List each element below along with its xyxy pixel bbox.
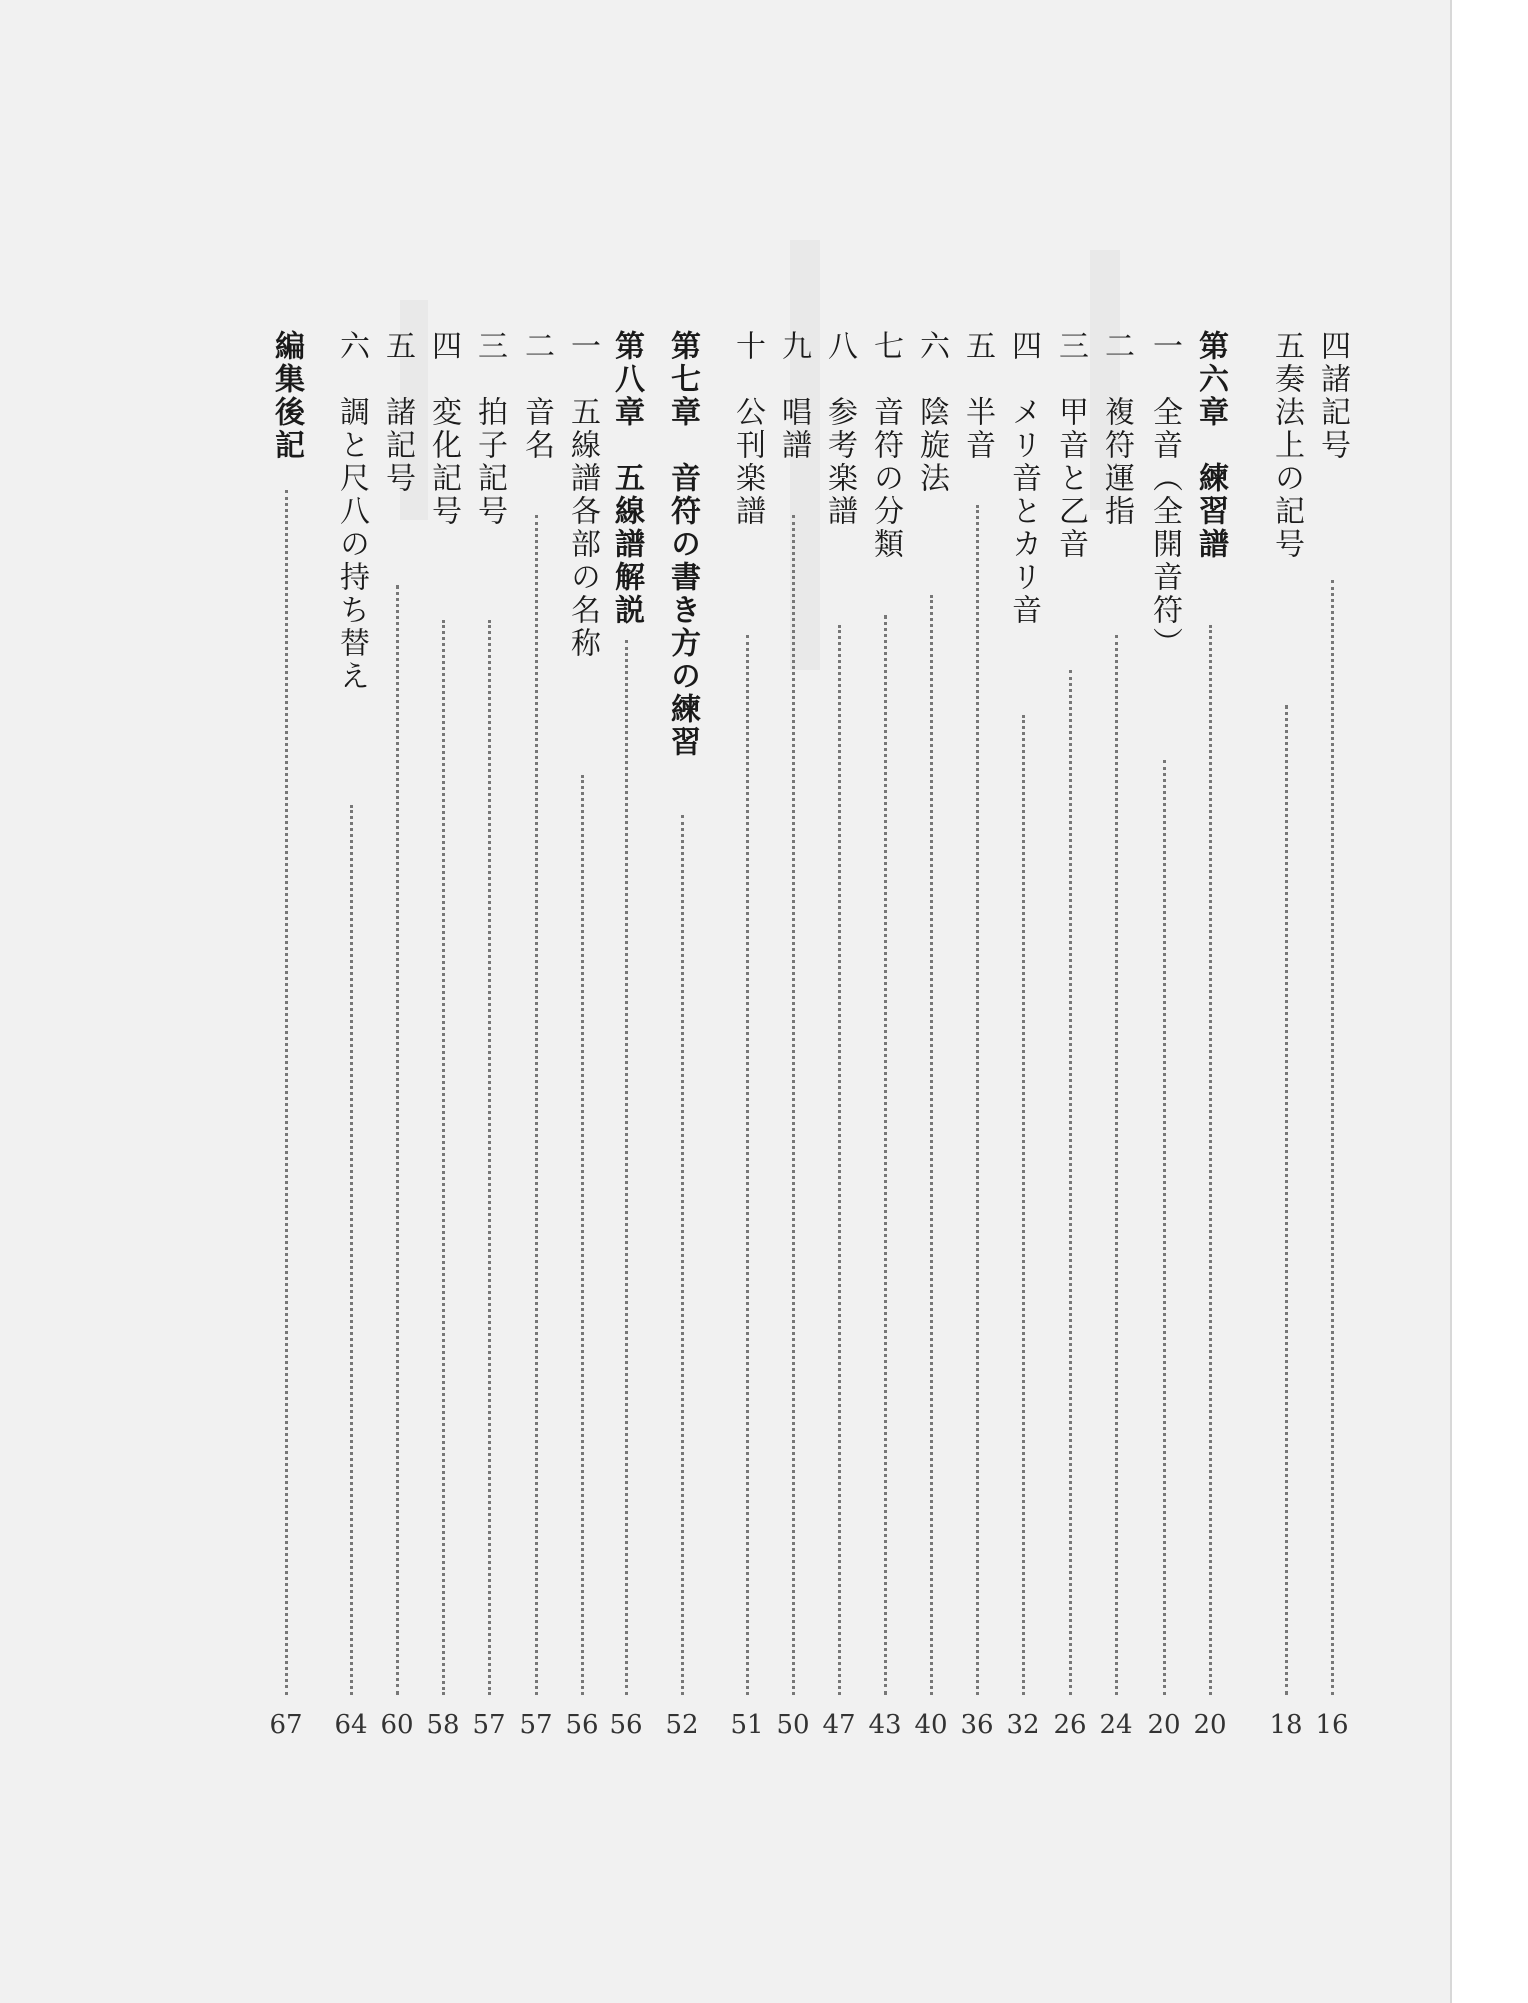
dot-leader (746, 635, 749, 1695)
page-number: 26 (1053, 1710, 1087, 1740)
toc-heading (1188, 330, 1232, 561)
toc-entry (467, 330, 511, 1750)
page-number: 36 (960, 1710, 994, 1740)
dot-leader (488, 620, 491, 1695)
entry-number: 四 (1315, 330, 1350, 363)
page-number: 64 (334, 1710, 368, 1740)
entry-number: 第八章 (609, 330, 644, 429)
page-number: 47 (822, 1710, 856, 1740)
entry-number: 八 (822, 330, 857, 363)
page-number: 18 (1269, 1710, 1303, 1740)
entry-number: 三 (1053, 330, 1088, 363)
toc-heading (1001, 330, 1045, 627)
toc-entry (817, 330, 861, 1750)
dot-leader (792, 515, 795, 1695)
page-number: 60 (380, 1710, 414, 1740)
toc-entry (514, 330, 558, 1750)
toc-entry (1142, 330, 1186, 1750)
entry-title: 全音（全開音符） (1147, 396, 1182, 660)
toc-entry (863, 330, 907, 1750)
dot-leader (1285, 705, 1288, 1695)
page-number: 57 (472, 1710, 506, 1740)
page-number: 52 (665, 1710, 699, 1740)
entry-number: 一 (565, 330, 600, 363)
toc-heading (329, 330, 373, 693)
dot-leader (884, 615, 887, 1695)
page-number: 24 (1099, 1710, 1133, 1740)
page-number: 56 (565, 1710, 599, 1740)
toc-heading (560, 330, 604, 660)
toc-entry (1048, 330, 1092, 1750)
dot-leader (930, 595, 933, 1695)
toc-heading (1264, 330, 1308, 561)
toc-entry (421, 330, 465, 1750)
entry-title: 諸記号 (380, 396, 415, 495)
toc-entry (1264, 330, 1308, 1750)
entry-title: 音符の書き方の練習 (665, 462, 700, 759)
toc-entry (1310, 330, 1354, 1750)
entry-title: 諸記号 (1315, 363, 1350, 462)
entry-number: 三 (472, 330, 507, 363)
dot-leader (1069, 670, 1072, 1695)
entry-number: 五 (1269, 330, 1304, 363)
toc-entry (955, 330, 999, 1750)
entry-number: 四 (426, 330, 461, 363)
toc-heading (421, 330, 465, 528)
dot-leader (1163, 760, 1166, 1695)
entry-number: 二 (519, 330, 554, 363)
toc-heading (1142, 330, 1186, 660)
page-number: 56 (609, 1710, 643, 1740)
toc-heading (1094, 330, 1138, 528)
entry-number: 五 (960, 330, 995, 363)
page-number: 32 (1006, 1710, 1040, 1740)
page-number: 16 (1315, 1710, 1349, 1740)
entry-number: 第七章 (665, 330, 700, 429)
toc-entry (1188, 330, 1232, 1750)
entry-title: 練習譜 (1193, 462, 1228, 561)
toc-heading (863, 330, 907, 561)
page-number: 51 (730, 1710, 764, 1740)
toc-entry (725, 330, 769, 1750)
entry-number: 五 (380, 330, 415, 363)
page-number: 67 (269, 1710, 303, 1740)
dot-leader (396, 585, 399, 1695)
page-number: 43 (868, 1710, 902, 1740)
page-number: 20 (1147, 1710, 1181, 1740)
page-number: 40 (914, 1710, 948, 1740)
entry-title: 甲音と乙音 (1053, 396, 1088, 561)
entry-number: 二 (1099, 330, 1134, 363)
entry-number: 四 (1006, 330, 1041, 363)
dot-leader (976, 505, 979, 1695)
entry-title: 音符の分類 (868, 396, 903, 561)
entry-title: 音名 (519, 396, 554, 462)
toc-entry (909, 330, 953, 1750)
toc-heading (1310, 330, 1354, 462)
entry-title: メリ音とカリ音 (1006, 396, 1041, 627)
entry-title: 複符運指 (1099, 396, 1134, 528)
toc-entry (329, 330, 373, 1750)
entry-title: 唱譜 (776, 396, 811, 462)
toc-entry (560, 330, 604, 1750)
dot-leader (625, 640, 628, 1695)
dot-leader (442, 620, 445, 1695)
toc-entry (660, 330, 704, 1750)
entry-title: 編集後記 (269, 330, 304, 462)
entry-number: 六 (334, 330, 369, 363)
toc-entry (1094, 330, 1138, 1750)
toc-entry (264, 330, 308, 1750)
toc-heading (264, 330, 308, 462)
entry-title: 調と尺八の持ち替え (334, 396, 369, 693)
toc-entry (771, 330, 815, 1750)
entry-title: 参考楽譜 (822, 396, 857, 528)
entry-number: 一 (1147, 330, 1182, 363)
entry-title: 五線譜解説 (609, 462, 644, 627)
dot-leader (1331, 580, 1334, 1695)
toc-heading (817, 330, 861, 528)
dot-leader (1022, 715, 1025, 1695)
dot-leader (350, 805, 353, 1695)
toc-heading (660, 330, 704, 759)
dot-leader (681, 815, 684, 1695)
entry-title: 陰旋法 (914, 396, 949, 495)
dot-leader (581, 775, 584, 1695)
dot-leader (535, 515, 538, 1695)
entry-number: 十 (730, 330, 765, 363)
toc-heading (725, 330, 769, 528)
entry-title: 奏法上の記号 (1269, 363, 1304, 561)
toc-heading (955, 330, 999, 462)
entry-title: 拍子記号 (472, 396, 507, 528)
entry-number: 六 (914, 330, 949, 363)
dot-leader (838, 625, 841, 1695)
entry-title: 変化記号 (426, 396, 461, 528)
toc-heading (771, 330, 815, 462)
entry-number: 第六章 (1193, 330, 1228, 429)
page-number: 20 (1193, 1710, 1227, 1740)
toc-heading (467, 330, 511, 528)
entry-number: 九 (776, 330, 811, 363)
entry-number: 七 (868, 330, 903, 363)
page-number: 58 (426, 1710, 460, 1740)
toc-heading (514, 330, 558, 462)
page-number: 50 (776, 1710, 810, 1740)
toc-entry (375, 330, 419, 1750)
toc-heading (375, 330, 419, 495)
dot-leader (1115, 635, 1118, 1695)
page-number: 57 (519, 1710, 553, 1740)
toc-entry (604, 330, 648, 1750)
toc-heading (1048, 330, 1092, 561)
toc-heading (604, 330, 648, 627)
entry-title: 公刊楽譜 (730, 396, 765, 528)
toc-heading (909, 330, 953, 495)
dot-leader (285, 490, 288, 1695)
entry-title: 半音 (960, 396, 995, 462)
dot-leader (1209, 625, 1212, 1695)
toc-entry (1001, 330, 1045, 1750)
entry-title: 五線譜各部の名称 (565, 396, 600, 660)
